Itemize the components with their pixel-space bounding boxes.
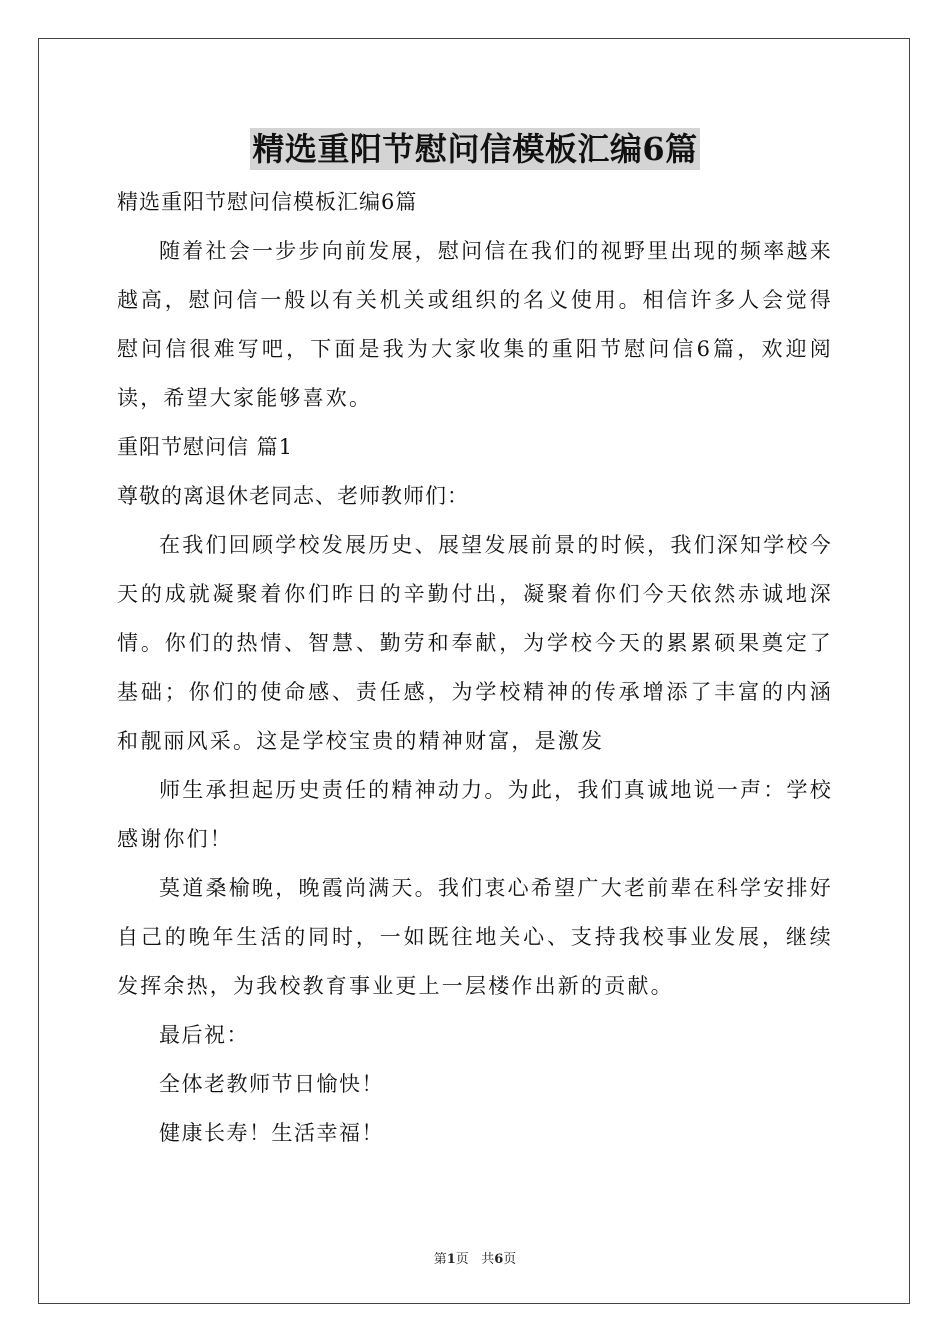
document-subtitle: 精选重阳节慰问信模板汇编6篇 xyxy=(117,190,418,214)
closing-line-3: 健康长寿！生活幸福！ xyxy=(159,1121,384,1145)
footer-page-prefix: 第 xyxy=(433,1252,447,1267)
page-footer xyxy=(0,1248,950,1267)
closing-line-1: 最后祝： xyxy=(159,1023,249,1047)
body-paragraph-2: 师生承担起历史责任的精神动力。为此，我们真诚地说一声：学校感谢你们！ xyxy=(117,778,833,851)
salutation: 尊敬的离退休老同志、老师教师们： xyxy=(117,484,469,508)
document-title: 精选重阳节慰问信模板汇编6篇 xyxy=(252,130,698,168)
document-body xyxy=(117,178,833,1158)
body-paragraph-1: 在我们回顾学校发展历史、展望发展前景的时候，我们深知学校今天的成就凝聚着你们昨日的辛勤付出，凝聚着你们今天依然赤诚地深情。你们的热情、智慧、勤劳和奉献，为学校今天的累累硕果奠定了基础；你们的使命感、责任感，为学校精神的传承增添了丰富的内涵和靓丽风采。这是学校宝贵的精神财富，是激发 xyxy=(117,533,833,753)
footer-page-mid: 页 共 xyxy=(455,1252,495,1267)
footer-page-current: 1 xyxy=(446,1252,456,1267)
footer-page-suffix: 页 xyxy=(503,1252,517,1267)
closing-line-2: 全体老教师节日愉快！ xyxy=(159,1072,384,1096)
body-paragraph-3: 莫道桑榆晚，晚霞尚满天。我们衷心希望广大老前辈在科学安排好自己的晚年生活的同时，一如既往地关心、支持我校事业发展，继续发挥余热，为我校教育事业更上一层楼作出新的贡献。 xyxy=(117,876,833,998)
intro-paragraph: 随着社会一步步向前发展，慰问信在我们的视野里出现的频率越来越高，慰问信一般以有关机关或组织的名义使用。相信许多人会觉得慰问信很难写吧，下面是我为大家收集的重阳节慰问信6篇，欢迎阅读，希望大家能够喜欢。 xyxy=(117,239,833,410)
footer-page-total: 6 xyxy=(494,1252,504,1267)
section-heading: 重阳节慰问信 篇1 xyxy=(117,435,294,459)
title-area xyxy=(0,128,950,170)
